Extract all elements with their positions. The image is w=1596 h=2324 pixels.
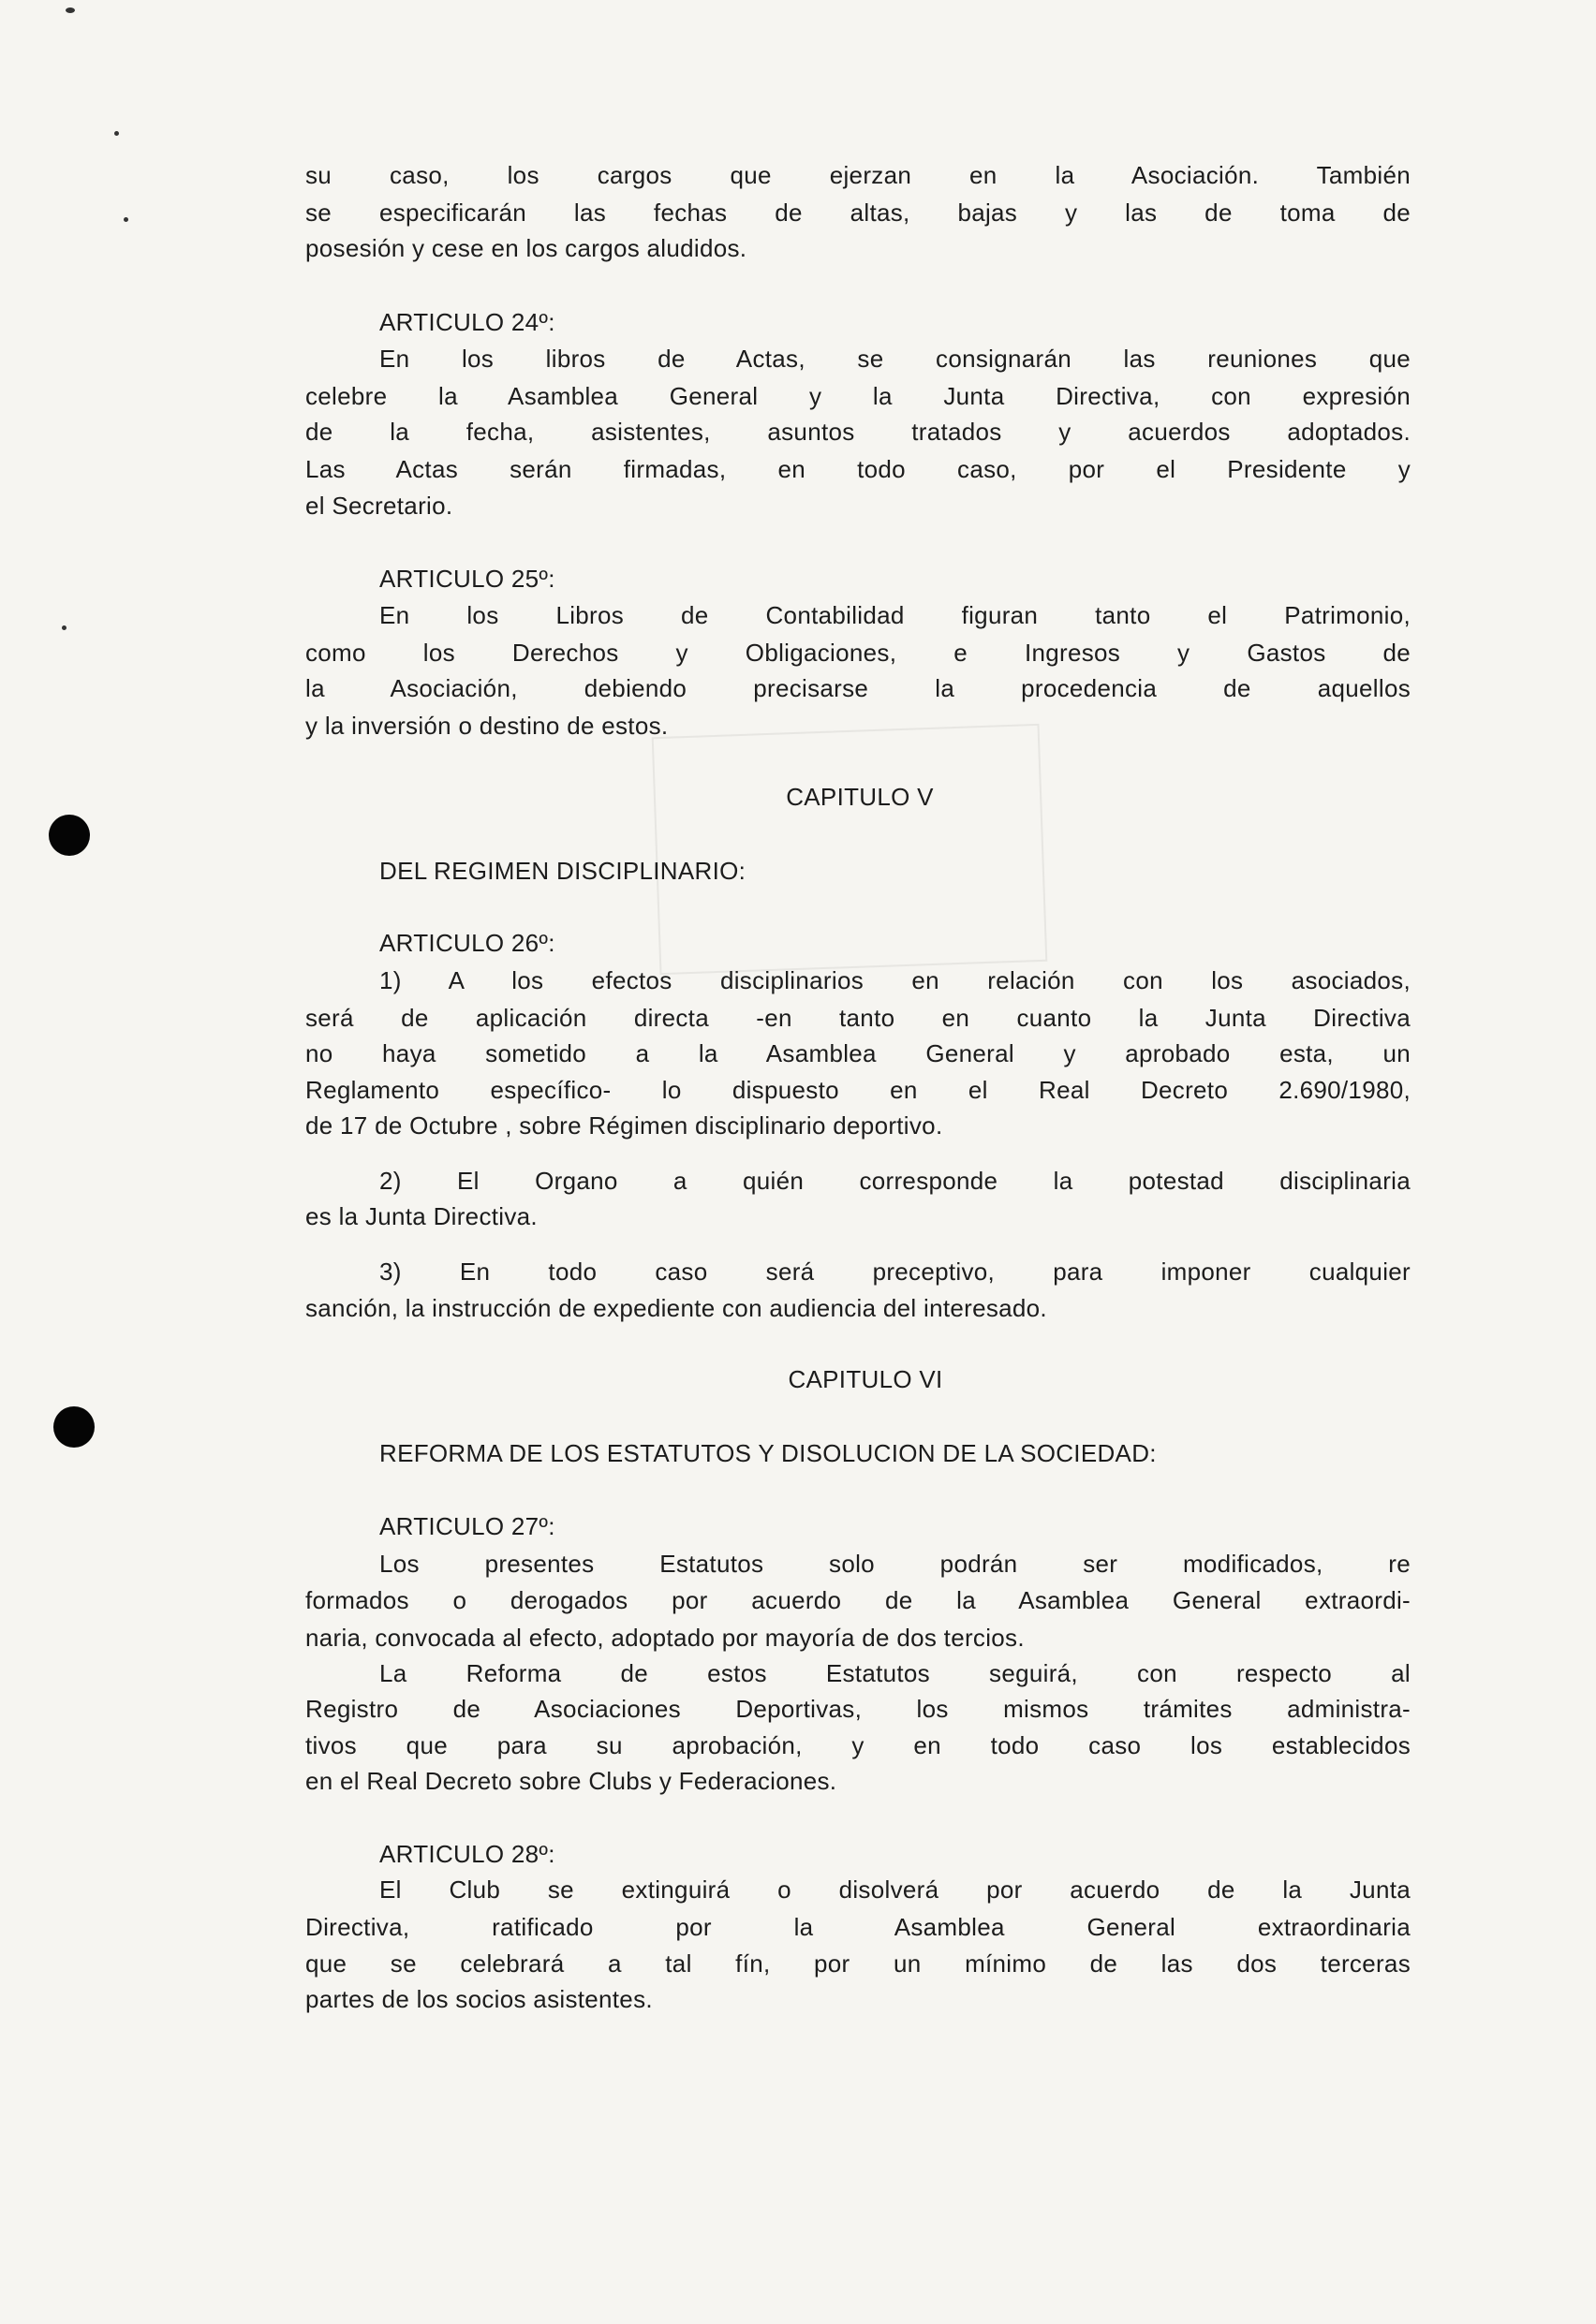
- text-line: será de aplicación directa -en tanto en cuanto la Junta Directiva: [305, 1004, 1411, 1032]
- text-line: 1) A los efectos disciplinarios en relación con los asociados,: [379, 966, 1411, 994]
- text-line: se especificarán las fechas de altas, bajas y las de toma de: [305, 199, 1411, 227]
- scan-speck: [62, 625, 66, 630]
- text-line: el Secretario.: [305, 492, 453, 520]
- punch-hole: [53, 1406, 95, 1448]
- text-line: En los Libros de Contabilidad figuran tanto el Patrimonio,: [379, 601, 1411, 629]
- text-line: celebre la Asamblea General y la Junta Directiva, con expresión: [305, 382, 1411, 410]
- article-heading: ARTICULO 28º:: [379, 1840, 555, 1868]
- text-line: su caso, los cargos que ejerzan en la Asociación. También: [305, 161, 1411, 189]
- text-line: En los libros de Actas, se consignarán las reuniones que: [379, 345, 1411, 373]
- punch-hole: [49, 815, 90, 856]
- text-line: posesión y cese en los cargos aludidos.: [305, 234, 747, 262]
- text-line: naria, convocada al efecto, adoptado por mayoría de dos tercios.: [305, 1624, 1025, 1652]
- chapter-heading: CAPITULO V: [786, 783, 934, 811]
- text-line: no haya sometido a la Asamblea General y aprobado esta, un: [305, 1039, 1411, 1067]
- text-line: El Club se extinguirá o disolverá por acuerdo de la Junta: [379, 1875, 1411, 1904]
- text-line: Las Actas serán firmadas, en todo caso, por el Presidente y: [305, 455, 1411, 483]
- text-line: en el Real Decreto sobre Clubs y Federaciones.: [305, 1767, 837, 1795]
- text-line: 3) En todo caso será preceptivo, para imponer cualquier: [379, 1258, 1411, 1286]
- text-line: Directiva, ratificado por la Asamblea General extraordinaria: [305, 1913, 1411, 1941]
- scan-speck: [114, 131, 119, 136]
- text-line: sanción, la instrucción de expediente con audiencia del interesado.: [305, 1294, 1047, 1322]
- article-heading: ARTICULO 25º:: [379, 565, 555, 593]
- text-line: de 17 de Octubre , sobre Régimen disciplinario deportivo.: [305, 1111, 943, 1140]
- article-heading: ARTICULO 26º:: [379, 929, 555, 957]
- text-line: Registro de Asociaciones Deportivas, los mismos trámites administra-: [305, 1695, 1411, 1723]
- text-line: partes de los socios asistentes.: [305, 1985, 653, 2013]
- article-heading: ARTICULO 27º:: [379, 1512, 555, 1540]
- chapter-subtitle: REFORMA DE LOS ESTATUTOS Y DISOLUCION DE LA SOCIEDAD:: [379, 1439, 1157, 1467]
- text-line: de la fecha, asistentes, asuntos tratados y acuerdos adoptados.: [305, 418, 1411, 446]
- text-line: la Asociación, debiendo precisarse la procedencia de aquellos: [305, 674, 1411, 702]
- text-line: y la inversión o destino de estos.: [305, 712, 669, 740]
- article-heading: ARTICULO 24º:: [379, 308, 555, 336]
- text-line: Los presentes Estatutos solo podrán ser modificados, re: [379, 1550, 1411, 1578]
- text-line: tivos que para su aprobación, y en todo caso los establecidos: [305, 1731, 1411, 1759]
- scan-speck: [66, 7, 75, 13]
- text-line: 2) El Organo a quién corresponde la potestad disciplinaria: [379, 1167, 1411, 1195]
- chapter-subtitle: DEL REGIMEN DISCIPLINARIO:: [379, 857, 746, 885]
- text-line: es la Junta Directiva.: [305, 1202, 538, 1230]
- text-line: Reglamento específico- lo dispuesto en el Real Decreto 2.690/1980,: [305, 1076, 1411, 1104]
- text-line: como los Derechos y Obligaciones, e Ingresos y Gastos de: [305, 639, 1411, 667]
- text-line: La Reforma de estos Estatutos seguirá, con respecto al: [379, 1659, 1411, 1687]
- text-line: formados o derogados por acuerdo de la Asamblea General extraordi-: [305, 1586, 1411, 1614]
- scan-speck: [124, 217, 128, 222]
- chapter-heading: CAPITULO VI: [788, 1365, 943, 1393]
- text-line: que se celebrará a tal fín, por un mínimo de las dos terceras: [305, 1949, 1411, 1978]
